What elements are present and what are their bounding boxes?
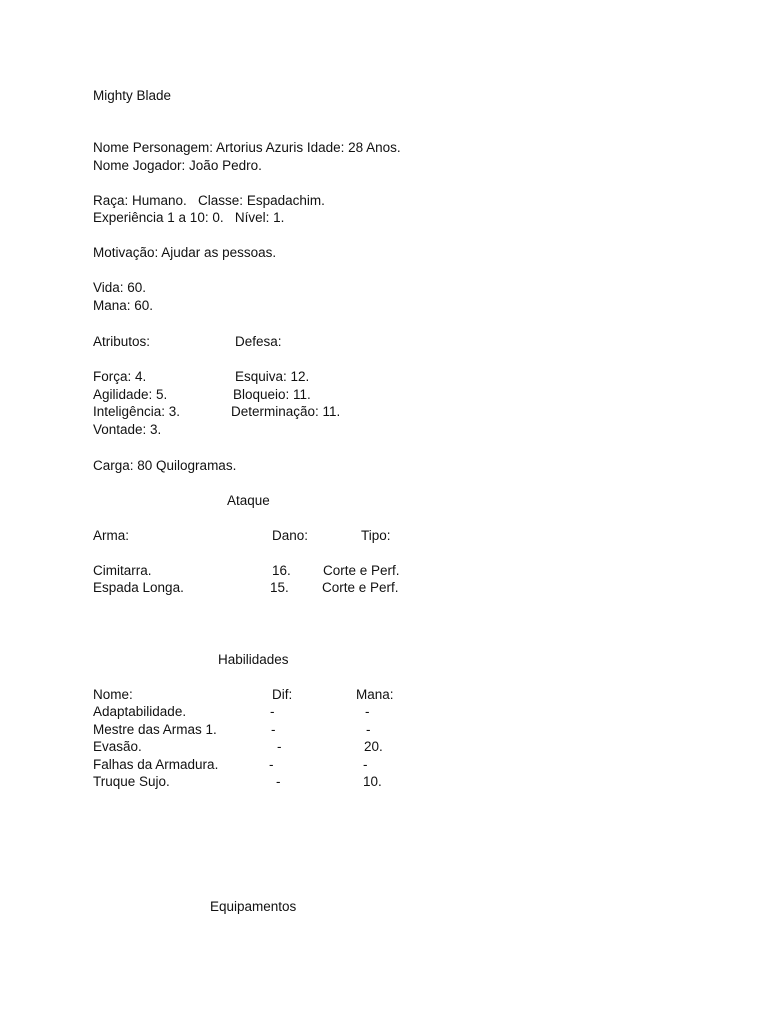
race-class-line: Raça: Humano. Classe: Espadachim. [93,193,325,208]
skill-mana: 10. [363,774,382,789]
skill-difficulty: - [276,774,281,789]
attribute-inteligencia: Inteligência: 3. [93,404,181,419]
attack-header-arma: Arma: [93,528,130,543]
equipment-section-title: Equipamentos [210,899,297,914]
attack-damage: 16. [272,563,291,578]
attack-header-dano: Dano: [272,528,309,543]
carga-line: Carga: 80 Quilogramas. [93,458,237,473]
player-name-line: Nome Jogador: João Pedro. [93,158,262,173]
skills-header-mana: Mana: [356,687,394,702]
skill-mana: - [366,722,371,737]
skills-header-nome: Nome: [93,687,133,702]
document-title: Mighty Blade [93,88,172,103]
defense-bloqueio: Bloqueio: 11. [233,387,311,402]
mana-line: Mana: 60. [93,298,154,313]
experience-level-line: Experiência 1 a 10: 0. Nível: 1. [93,210,285,225]
skill-difficulty: - [271,722,276,737]
skill-difficulty: - [277,739,282,754]
attack-type: Corte e Perf. [323,563,400,578]
defense-header: Defesa: [235,334,282,349]
skill-name: Mestre das Armas 1. [93,722,217,737]
skill-difficulty: - [269,757,274,772]
attribute-agilidade: Agilidade: 5. [93,387,168,402]
attribute-vontade: Vontade: 3. [93,422,162,437]
defense-esquiva: Esquiva: 12. [235,369,310,384]
attributes-header: Atributos: [93,334,151,349]
skill-mana: 20. [364,739,383,754]
skill-difficulty: - [270,704,275,719]
motivation-line: Motivação: Ajudar as pessoas. [93,245,277,260]
life-line: Vida: 60. [93,280,147,295]
attribute-forca: Força: 4. [93,369,147,384]
skill-mana: - [363,757,368,772]
skill-name: Evasão. [93,739,142,754]
attack-header-tipo: Tipo: [361,528,391,543]
skills-section-title: Habilidades [218,652,289,667]
attack-type: Corte e Perf. [322,580,399,595]
attack-weapon: Espada Longa. [93,580,184,595]
character-name-line: Nome Personagem: Artorius Azuris Idade: 28 Anos. [93,140,401,155]
attack-damage: 15. [270,580,289,595]
skill-name: Adaptabilidade. [93,704,187,719]
skill-name: Truque Sujo. [93,774,170,789]
skills-header-dif: Dif: [272,687,293,702]
skill-mana: - [365,704,370,719]
skill-name: Falhas da Armadura. [93,757,219,772]
defense-determinacao: Determinação: 11. [231,404,341,419]
attack-weapon: Cimitarra. [93,563,152,578]
attack-section-title: Ataque [227,493,270,508]
